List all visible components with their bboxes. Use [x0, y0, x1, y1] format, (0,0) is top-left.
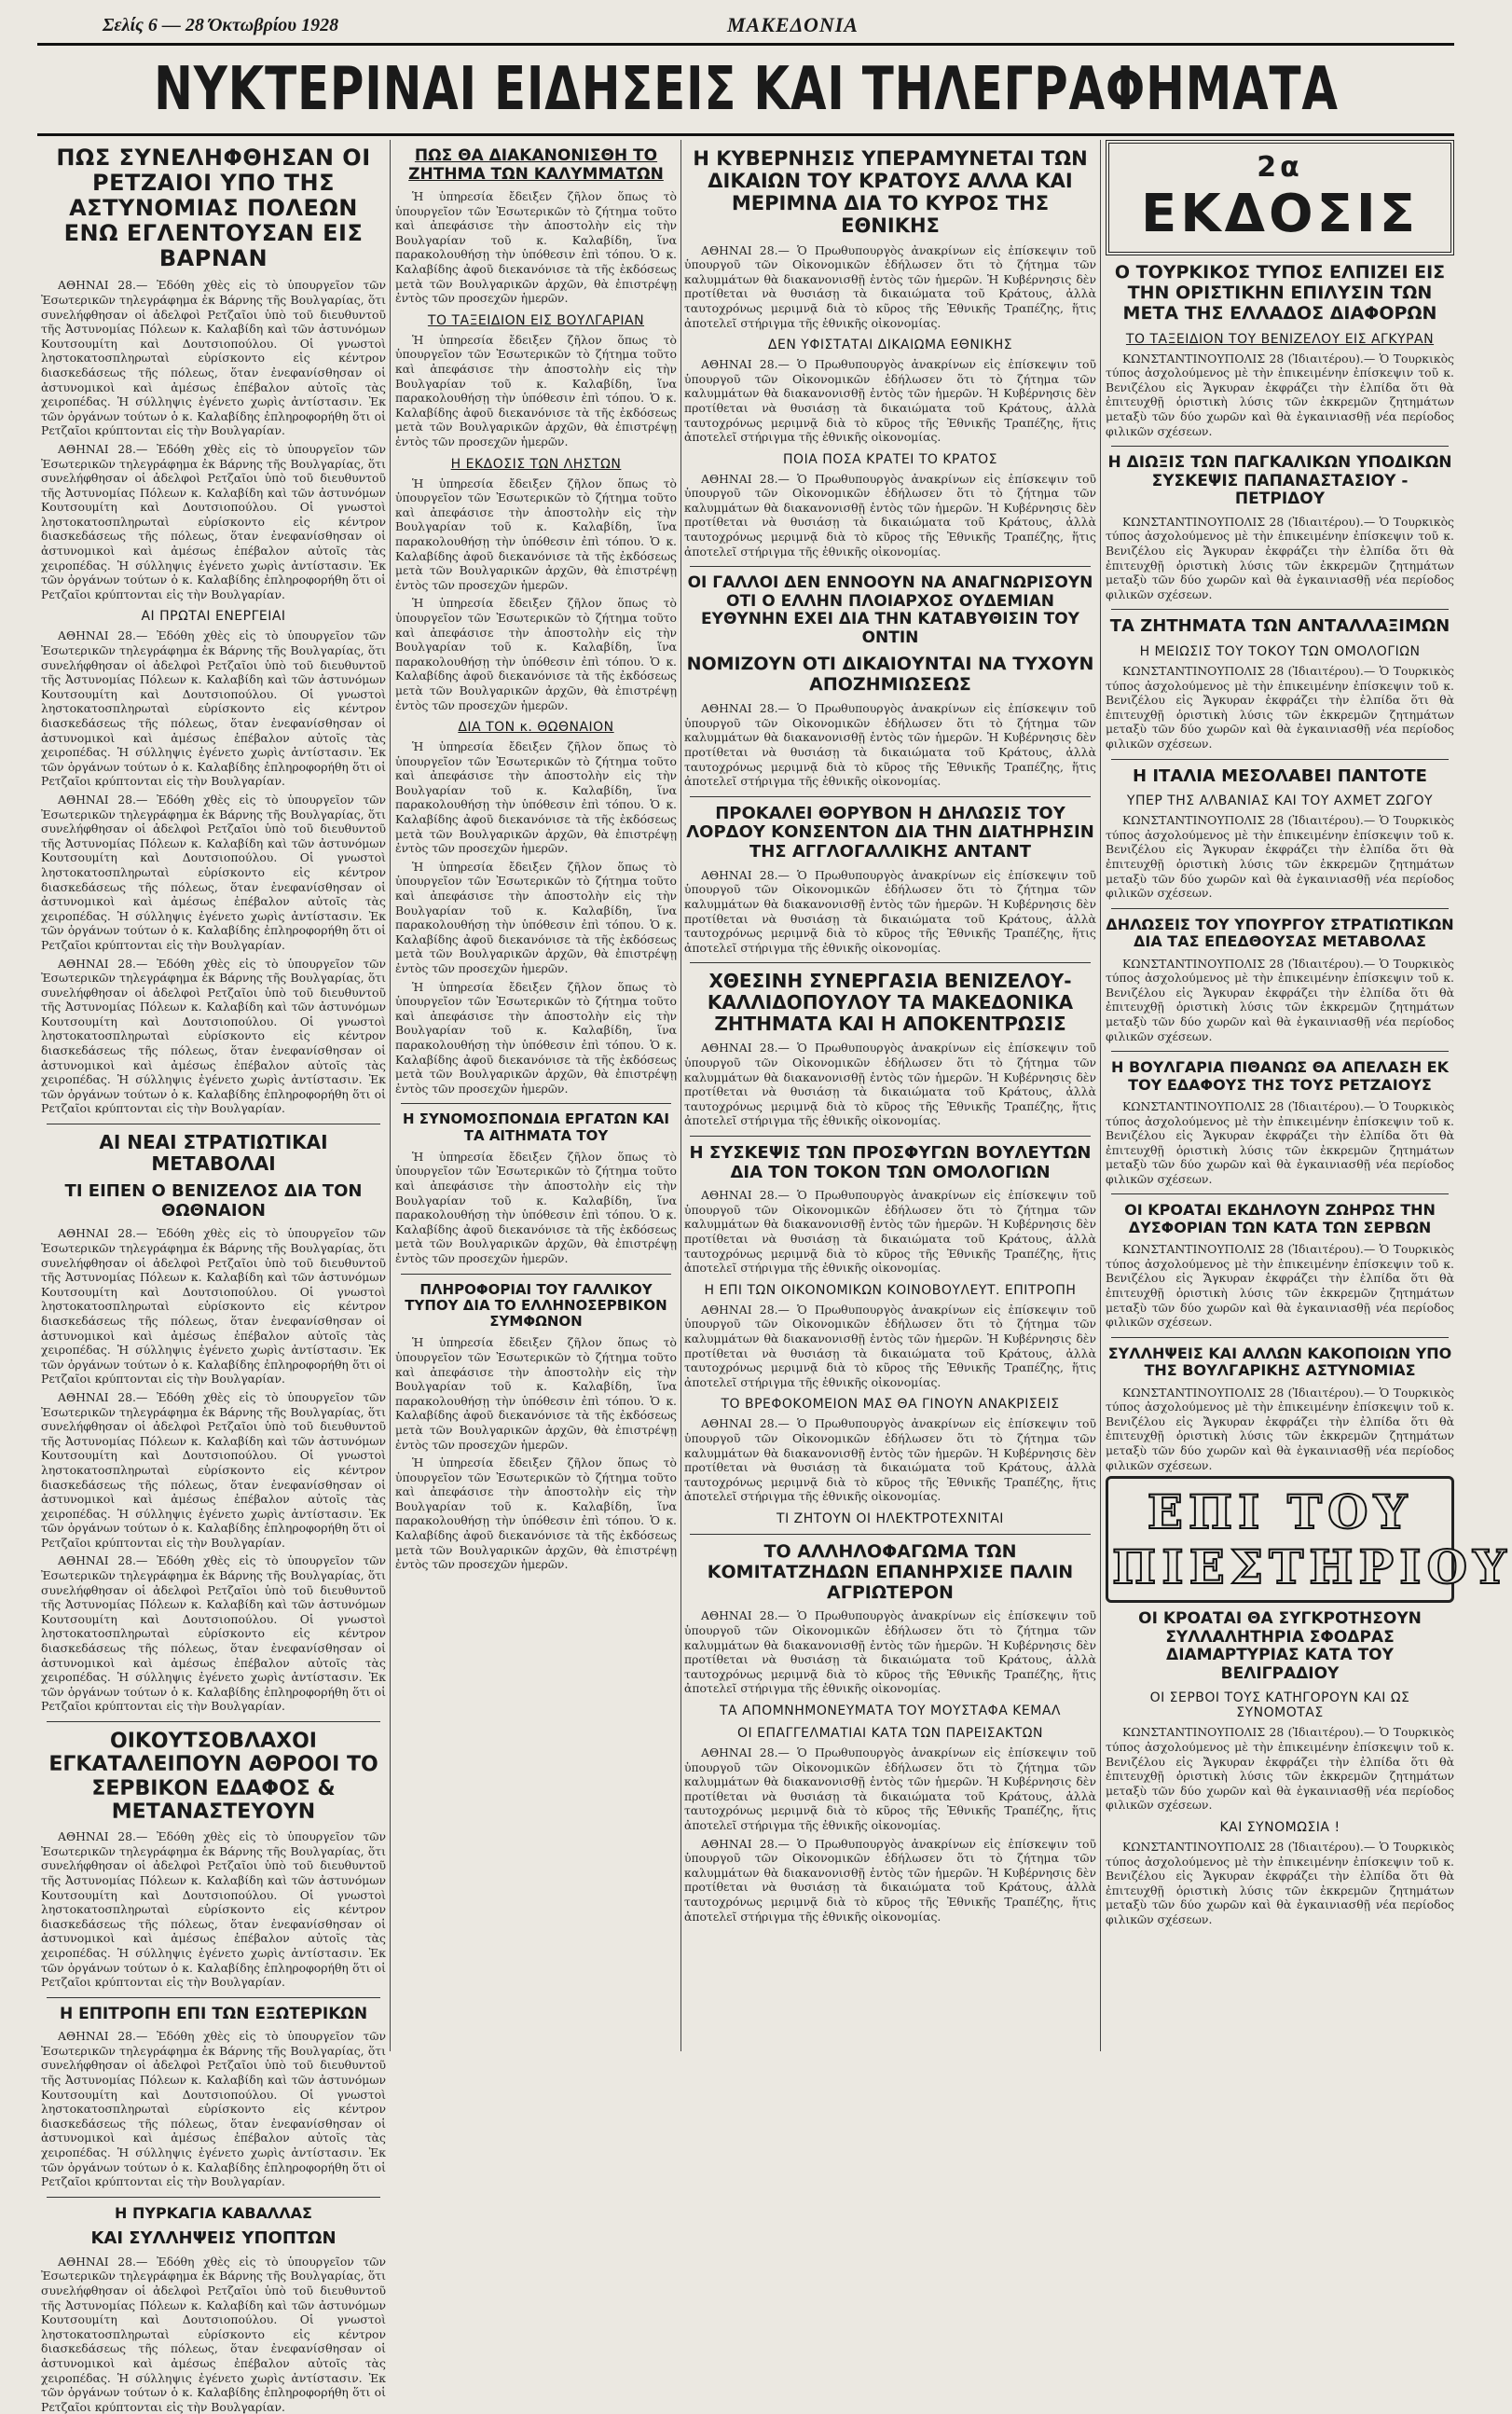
- second-edition-box: [1106, 140, 1454, 255]
- subhead-ekdosis-liston: Η ΕΚΔΟΣΙΣ ΤΩΝ ΛΗΣΤΩΝ: [450, 456, 622, 472]
- article-body: ΑΘΗΝΑΙ 28.— Ὁ Πρωθυπουργὸς ἀνακρίνων εἰς ἐπίσκεψιν τοῦ ὑπουργοῦ τῶν Οἰκονομικῶν ἐδήλωσεν ὅτι τὸ ζήτημα τῶν καλυμμάτων θὰ διακανονισθῇ ἐντὸς τῶν ἡμερῶν. Ἡ Κυβέρνησις δὲν προτίθεται νὰ θυσιάσῃ τὰ δικαιώματα τοῦ Κράτους, ἀλλὰ ταυτοχρόνως μεριμνᾷ διὰ τὸ κῦρος τῆς Ἐθνικῆς Τραπέζης, ἥτις ἀποτελεῖ στήριγμα τῆς ἐθνικῆς οἰκονομίας.: [684, 1836, 1096, 1924]
- article-body: Ἡ ὑπηρεσία ἔδειξεν ζῆλον ὅπως τὸ ὑπουργεῖον τῶν Ἐσωτερικῶν τὸ ζήτημα τοῦτο καὶ ἀπεφάσισε τὴν ἀποστολὴν εἰς τὴν Βουλγαρίαν τοῦ κ. Καλαβίδη, ἵνα παρακολουθήσῃ τὴν ὑπόθεσιν ἐπὶ τόπου. Ὁ κ. Καλαβίδης ἀφοῦ διεκανόνισε τὰ τῆς ἐκδόσεως μετὰ τῶν Βουλγαρικῶν ἀρχῶν, θὰ ἐπιστρέψῃ ἐντὸς τῶν προσεχῶν ἡμερῶν.: [395, 979, 677, 1096]
- headline-retzaioi: ΠΩΣ ΣΥΝΕΛΗΦΘΗΣΑΝ ΟΙ ΡΕΤΖΑΙΟΙ ΥΠΟ ΤΗΣ ΑΣΤΥΝΟΜΙΑΣ ΠΟΛΕΩΝ ΕΝΩ ΕΓΛΕΝΤΟΥΣΑΝ ΕΙΣ ΒΑΡΝΑΝ: [56, 145, 371, 271]
- separator: [47, 1997, 380, 1998]
- separator: [47, 2197, 380, 2198]
- column-rule: [390, 140, 391, 2051]
- headline-galloi: ΟΙ ΓΑΛΛΟΙ ΔΕΝ ΕΝΝΟΟΥΝ ΝΑ ΑΝΑΓΝΩΡΙΣΟΥΝ ΟΤΙ Ο ΕΛΛΗΝ ΠΛΟΙΑΡΧΟΣ ΟΥΔΕΜΙΑΝ ΕΥΘΥΝΗΝ ΕΧΕΙ ΔΙΑ ΤΗΝ ΚΑΤΑΒΥΘΙΣΙΝ ΤΟΥ ΟΝΤΙΝ: [687, 573, 1093, 647]
- headline-apozimioseis: ΝΟΜΙΖΟΥΝ ΟΤΙ ΔΙΚΑΙΟΥΝΤΑΙ ΝΑ ΤΥΧΟΥΝ ΑΠΟΖΗΜΙΩΣΕΩΣ: [686, 654, 1094, 696]
- article-body: ΑΘΗΝΑΙ 28.— Ὁ Πρωθυπουργὸς ἀνακρίνων εἰς ἐπίσκεψιν τοῦ ὑπουργοῦ τῶν Οἰκονομικῶν ἐδήλωσεν ὅτι τὸ ζήτημα τῶν καλυμμάτων θὰ διακανονισθῇ ἐντὸς τῶν ἡμερῶν. Ἡ Κυβέρνησις δὲν προτίθεται νὰ θυσιάσῃ τὰ δικαιώματα τοῦ Κράτους, ἀλλὰ ταυτοχρόνως μεριμνᾷ διὰ τὸ κῦρος τῆς Ἐθνικῆς Τραπέζης, ἥτις ἀποτελεῖ στήριγμα τῆς ἐθνικῆς οἰκονομίας.: [684, 1416, 1096, 1504]
- paper-name: ΜΑΚΕΔΟΝΙΑ: [727, 13, 859, 36]
- article-body: ΑΘΗΝΑΙ 28.— Ὁ Πρωθυπουργὸς ἀνακρίνων εἰς ἐπίσκεψιν τοῦ ὑπουργοῦ τῶν Οἰκονομικῶν ἐδήλωσεν ὅτι τὸ ζήτημα τῶν καλυμμάτων θὰ διακανονισθῇ ἐντὸς τῶν ἡμερῶν. Ἡ Κυβέρνησις δὲν προτίθεται νὰ θυσιάσῃ τὰ δικαιώματα τοῦ Κράτους, ἀλλὰ ταυτοχρόνως μεριμνᾷ διὰ τὸ κῦρος τῆς Ἐθνικῆς Τραπέζης, ἥτις ἀποτελεῖ στήριγμα τῆς ἐθνικῆς οἰκονομίας.: [684, 1188, 1096, 1276]
- subhead-synomosia: ΚΑΙ ΣΥΝΟΜΩΣΙΑ !: [1219, 1819, 1340, 1835]
- subhead-epitropi: Η ΕΠΙΤΡΟΠΗ ΕΠΙ ΤΩΝ ΕΞΩΤΕΡΙΚΩΝ: [59, 2004, 368, 2023]
- article-body: ΑΘΗΝΑΙ 28.— Ὁ Πρωθυπουργὸς ἀνακρίνων εἰς ἐπίσκεψιν τοῦ ὑπουργοῦ τῶν Οἰκονομικῶν ἐδήλωσεν ὅτι τὸ ζήτημα τῶν καλυμμάτων θὰ διακανονισθῇ ἐντὸς τῶν ἡμερῶν. Ἡ Κυβέρνησις δὲν προτίθεται νὰ θυσιάσῃ τὰ δικαιώματα τοῦ Κράτους, ἀλλὰ ταυτοχρόνως μεριμνᾷ διὰ τὸ κῦρος τῆς Ἐθνικῆς Τραπέζης, ἥτις ἀποτελεῖ στήριγμα τῆς ἐθνικῆς οἰκονομίας.: [684, 867, 1096, 955]
- article-body: ΚΩΝΣΤΑΝΤΙΝΟΥΠΟΛΙΣ 28 (Ἰδιαιτέρου).— Ὁ Τουρκικὸς τύπος ἀσχολούμενος μὲ τὴν ἐπικειμένην ἐπίσκεψιν τοῦ κ. Βενιζέλου εἰς Ἄγκυραν ἐκφράζει τὴν ἐλπίδα ὅτι θὰ ἐπιτευχθῇ ὁριστικὴ λύσις τῶν ἐκκρεμῶν ζητημάτων μεταξὺ τῶν δύο χωρῶν καὶ θὰ ἐγκαινιασθῇ νέα περίοδος φιλικῶν σχέσεων.: [1106, 1242, 1454, 1330]
- subhead-syllalitiria: ΟΙ ΣΕΡΒΟΙ ΤΟΥΣ ΚΑΤΗΓΟΡΟΥΝ ΚΑΙ ΩΣ ΣΥΝΟΜΟΤΑΣ: [1149, 1690, 1410, 1721]
- article-body: ΑΘΗΝΑΙ 28.— Ἐδόθη χθὲς εἰς τὸ ὑπουργεῖον τῶν Ἐσωτερικῶν τηλεγράφημα ἐκ Βάρνης τῆς Βουλγαρίας, ὅτι συνελήφθησαν οἱ ἀδελφοὶ Ρετζαῖοι ὑπὸ τοῦ διευθυντοῦ τῆς Ἀστυνομίας Πόλεων κ. Καλαβίδη καὶ τῶν ἀστυνόμων Κουτσουμίτη καὶ Δουτσιοπούλου. Οἱ γνωστοὶ ληστοκατοσπληρωταὶ εὑρίσκοντο εἰς κέντρον διασκεδάσεως τῆς πόλεως, ὅταν ἐνεφανίσθησαν οἱ ἀστυνομικοὶ καὶ ἀμέσως ἐπέβαλον αὐτοῖς τὰς χειροπέδας. Ἡ σύλληψις ἐγένετο χωρὶς ἀντίστασιν. Ἐκ τῶν ὀργάνων τούτων ὁ κ. Καλαβίδης ἐπληροφορήθη ὅτι οἱ Ρετζαῖοι κρύπτονται εἰς τὴν Βουλγαρίαν.: [41, 278, 386, 438]
- banner-title: ΝΥΚΤΕΡΙΝΑΙ ΕΙΔΗΣΕΙΣ ΚΑΙ ΤΗΛΕΓΡΑΦΗΜΑΤΑ: [153, 55, 1339, 124]
- subhead-posa: ΠΟΙΑ ΠΟΣΑ ΚΡΑΤΕΙ ΤΟ ΚΡΑΤΟΣ: [783, 451, 997, 467]
- subhead-ilektrotechnitai: ΤΙ ΖΗΤΟΥΝ ΟΙ ΗΛΕΚΤΡΟΤΕΧΝΙΤΑΙ: [777, 1510, 1004, 1526]
- page-info: Σελίς 6 — 28 Όκτωβρίου 1928: [103, 15, 339, 35]
- column-rule: [1100, 140, 1101, 2051]
- subhead-oikonomikon: Η ΕΠΙ ΤΩΝ ΟΙΚΟΝΟΜΙΚΩΝ ΚΟΙΝΟΒΟΥΛΕΥΤ. ΕΠΙΤΡΟΠΗ: [704, 1282, 1077, 1298]
- main-banner: [37, 43, 1454, 136]
- column-right: [1106, 140, 1512, 2056]
- article-body: ΑΘΗΝΑΙ 28.— Ὁ Πρωθυπουργὸς ἀνακρίνων εἰς ἐπίσκεψιν τοῦ ὑπουργοῦ τῶν Οἰκονομικῶν ἐδήλωσεν ὅτι τὸ ζήτημα τῶν καλυμμάτων θὰ διακανονισθῇ ἐντὸς τῶν ἡμερῶν. Ἡ Κυβέρνησις δὲν προτίθεται νὰ θυσιάσῃ τὰ δικαιώματα τοῦ Κράτους, ἀλλὰ ταυτοχρόνως μεριμνᾷ διὰ τὸ κῦρος τῆς Ἐθνικῆς Τραπέζης, ἥτις ἀποτελεῖ στήριγμα τῆς ἐθνικῆς οἰκονομίας.: [684, 357, 1096, 445]
- headline-italia: Η ΙΤΑΛΙΑ ΜΕΣΟΛΑΒΕΙ ΠΑΝΤΟΤΕ: [1133, 766, 1427, 786]
- masthead: [37, 13, 1454, 39]
- article-body: ΑΘΗΝΑΙ 28.— Ἐδόθη χθὲς εἰς τὸ ὑπουργεῖον τῶν Ἐσωτερικῶν τηλεγράφημα ἐκ Βάρνης τῆς Βουλγαρίας, ὅτι συνελήφθησαν οἱ ἀδελφοὶ Ρετζαῖοι ὑπὸ τοῦ διευθυντοῦ τῆς Ἀστυνομίας Πόλεων κ. Καλαβίδη καὶ τῶν ἀστυνόμων Κουτσουμίτη καὶ Δουτσιοπούλου. Οἱ γνωστοὶ ληστοκατοσπληρωταὶ εὑρίσκοντο εἰς κέντρον διασκεδάσεως τῆς πόλεως, ὅταν ἐνεφανίσθησαν οἱ ἀστυνομικοὶ καὶ ἀμέσως ἐπέβαλον αὐτοῖς τὰς χειροπέδας. Ἡ σύλληψις ἐγένετο χωρὶς ἀντίστασιν. Ἐκ τῶν ὀργάνων τούτων ὁ κ. Καλαβίδης ἐπληροφορήθη ὅτι οἱ Ρετζαῖοι κρύπτονται εἰς τὴν Βουλγαρίαν.: [41, 956, 386, 1116]
- subhead-agkyra: ΤΟ ΤΑΞΕΙΔΙΟΝ ΤΟΥ ΒΕΝΙΖΕΛΟΥ ΕΙΣ ΑΓΚΥΡΑΝ: [1125, 331, 1435, 347]
- article-body: Ἡ ὑπηρεσία ἔδειξεν ζῆλον ὅπως τὸ ὑπουργεῖον τῶν Ἐσωτερικῶν τὸ ζήτημα τοῦτο καὶ ἀπεφάσισε τὴν ἀποστολὴν εἰς τὴν Βουλγαρίαν τοῦ κ. Καλαβίδη, ἵνα παρακολουθήσῃ τὴν ὑπόθεσιν ἐπὶ τόπου. Ὁ κ. Καλαβίδης ἀφοῦ διεκανόνισε τὰ τῆς ἐκδόσεως μετὰ τῶν Βουλγαρικῶν ἀρχῶν, θὰ ἐπιστρέψῃ ἐντὸς τῶν προσεχῶν ἡμερῶν.: [395, 1335, 677, 1452]
- separator: [1111, 1337, 1449, 1338]
- column-left: [41, 140, 386, 2414]
- subhead-epaggelmatiai: ΟΙ ΕΠΑΓΓΕΛΜΑΤΙΑΙ ΚΑΤΑ ΤΩΝ ΠΑΡΕΙΣΑΚΤΩΝ: [737, 1726, 1043, 1742]
- column-second: [395, 140, 677, 2056]
- article-body: ΑΘΗΝΑΙ 28.— Ἐδόθη χθὲς εἰς τὸ ὑπουργεῖον τῶν Ἐσωτερικῶν τηλεγράφημα ἐκ Βάρνης τῆς Βουλγαρίας, ὅτι συνελήφθησαν οἱ ἀδελφοὶ Ρετζαῖοι ὑπὸ τοῦ διευθυντοῦ τῆς Ἀστυνομίας Πόλεων κ. Καλαβίδη καὶ τῶν ἀστυνόμων Κουτσουμίτη καὶ Δουτσιοπούλου. Οἱ γνωστοὶ ληστοκατοσπληρωταὶ εὑρίσκοντο εἰς κέντρον διασκεδάσεως τῆς πόλεως, ὅταν ἐνεφανίσθησαν οἱ ἀστυνομικοὶ καὶ ἀμέσως ἐπέβαλον αὐτοῖς τὰς χειροπέδας. Ἡ σύλληψις ἐγένετο χωρὶς ἀντίστασιν. Ἐκ τῶν ὀργάνων τούτων ὁ κ. Καλαβίδης ἐπληροφορήθη ὅτι οἱ Ρετζαῖοι κρύπτονται εἰς τὴν Βουλγαρίαν.: [41, 628, 386, 789]
- article-body: ΚΩΝΣΤΑΝΤΙΝΟΥΠΟΛΙΣ 28 (Ἰδιαιτέρου).— Ὁ Τουρκικὸς τύπος ἀσχολούμενος μὲ τὴν ἐπικειμένην ἐπίσκεψιν τοῦ κ. Βενιζέλου εἰς Ἄγκυραν ἐκφράζει τὴν ἐλπίδα ὅτι θὰ ἐπιτευχθῇ ὁριστικὴ λύσις τῶν ἐκκρεμῶν ζητημάτων μεταξὺ τῶν δύο χωρῶν καὶ θὰ ἐγκαινιασθῇ νέα περίοδος φιλικῶν σχέσεων.: [1106, 663, 1454, 751]
- subhead-energeiai: ΑΙ ΠΡΩΤΑΙ ΕΝΕΡΓΕΙΑΙ: [141, 609, 286, 625]
- article-body: Ἡ ὑπηρεσία ἔδειξεν ζῆλον ὅπως τὸ ὑπουργεῖον τῶν Ἐσωτερικῶν τὸ ζήτημα τοῦτο καὶ ἀπεφάσισε τὴν ἀποστολὴν εἰς τὴν Βουλγαρίαν τοῦ κ. Καλαβίδη, ἵνα παρακολουθήσῃ τὴν ὑπόθεσιν ἐπὶ τόπου. Ὁ κ. Καλαβίδης ἀφοῦ διεκανόνισε τὰ τῆς ἐκδόσεως μετὰ τῶν Βουλγαρικῶν ἀρχῶν, θὰ ἐπιστρέψῃ ἐντὸς τῶν προσεχῶν ἡμερῶν.: [395, 476, 677, 592]
- article-body: ΑΘΗΝΑΙ 28.— Ὁ Πρωθυπουργὸς ἀνακρίνων εἰς ἐπίσκεψιν τοῦ ὑπουργοῦ τῶν Οἰκονομικῶν ἐδήλωσεν ὅτι τὸ ζήτημα τῶν καλυμμάτων θὰ διακανονισθῇ ἐντὸς τῶν ἡμερῶν. Ἡ Κυβέρνησις δὲν προτίθεται νὰ θυσιάσῃ τὰ δικαιώματα τοῦ Κράτους, ἀλλὰ ταυτοχρόνως μεριμνᾷ διὰ τὸ κῦρος τῆς Ἐθνικῆς Τραπέζης, ἥτις ἀποτελεῖ στήριγμα τῆς ἐθνικῆς οἰκονομίας.: [684, 1041, 1096, 1128]
- article-body: ΑΘΗΝΑΙ 28.— Ἐδόθη χθὲς εἰς τὸ ὑπουργεῖον τῶν Ἐσωτερικῶν τηλεγράφημα ἐκ Βάρνης τῆς Βουλγαρίας, ὅτι συνελήφθησαν οἱ ἀδελφοὶ Ρετζαῖοι ὑπὸ τοῦ διευθυντοῦ τῆς Ἀστυνομίας Πόλεων κ. Καλαβίδη καὶ τῶν ἀστυνόμων Κουτσουμίτη καὶ Δουτσιοπούλου. Οἱ γνωστοὶ ληστοκατοσπληρωταὶ εὑρίσκοντο εἰς κέντρον διασκεδάσεως τῆς πόλεως, ὅταν ἐνεφανίσθησαν οἱ ἀστυνομικοὶ καὶ ἀμέσως ἐπέβαλον αὐτοῖς τὰς χειροπέδας. Ἡ σύλληψις ἐγένετο χωρὶς ἀντίστασιν. Ἐκ τῶν ὀργάνων τούτων ὁ κ. Καλαβίδης ἐπληροφορήθη ὅτι οἱ Ρετζαῖοι κρύπτονται εἰς τὴν Βουλγαρίαν.: [41, 1389, 386, 1550]
- headline-tourkikos-typos: Ο ΤΟΥΡΚΙΚΟΣ ΤΥΠΟΣ ΕΛΠΙΖΕΙ ΕΙΣ ΤΗΝ ΟΡΙΣΤΙΚΗΝ ΕΠΙΛΥΣΙΝ ΤΩΝ ΜΕΤΑ ΤΗΣ ΕΛΛΑΔΟΣ ΔΙΑΦΟΡΩΝ: [1114, 262, 1446, 324]
- article-body: ΑΘΗΝΑΙ 28.— Ὁ Πρωθυπουργὸς ἀνακρίνων εἰς ἐπίσκεψιν τοῦ ὑπουργοῦ τῶν Οἰκονομικῶν ἐδήλωσεν ὅτι τὸ ζήτημα τῶν καλυμμάτων θὰ διακανονισθῇ ἐντὸς τῶν ἡμερῶν. Ἡ Κυβέρνησις δὲν προτίθεται νὰ θυσιάσῃ τὰ δικαιώματα τοῦ Κράτους, ἀλλὰ ταυτοχρόνως μεριμνᾷ διὰ τὸ κῦρος τῆς Ἐθνικῆς Τραπέζης, ἥτις ἀποτελεῖ στήριγμα τῆς ἐθνικῆς οἰκονομίας.: [684, 1608, 1096, 1696]
- headline-kalymmata: ΠΩΣ ΘΑ ΔΙΑΚΑΝΟΝΙΣΘΗ ΤΟ ΖΗΤΗΜΑ ΤΩΝ ΚΑΛΥΜΜΑΤΩΝ: [408, 146, 664, 184]
- subhead-meiosis: Η ΜΕΙΩΣΙΣ ΤΟΥ ΤΟΚΟΥ ΤΩΝ ΟΜΟΛΟΓΙΩΝ: [1139, 643, 1421, 659]
- press-banner: [1106, 1476, 1512, 1603]
- headline-dioxis: Η ΔΙΩΞΙΣ ΤΩΝ ΠΑΓΚΑΛΙΚΩΝ ΥΠΟΔΙΚΩΝ ΣΥΣΚΕΨΙΣ ΠΑΠΑΝΑΣΤΑΣΙΟΥ - ΠΕΤΡΙΔΟΥ: [1107, 453, 1452, 509]
- headline-prosfyges: Η ΣΥΣΚΕΨΙΣ ΤΩΝ ΠΡΟΣΦΥΓΩΝ ΒΟΥΛΕΥΤΩΝ ΔΙΑ ΤΟΝ ΤΟΚΟΝ ΤΩΝ ΟΜΟΛΟΓΙΩΝ: [689, 1142, 1092, 1182]
- article-body: ΑΘΗΝΑΙ 28.— Ἐδόθη χθὲς εἰς τὸ ὑπουργεῖον τῶν Ἐσωτερικῶν τηλεγράφημα ἐκ Βάρνης τῆς Βουλγαρίας, ὅτι συνελήφθησαν οἱ ἀδελφοὶ Ρετζαῖοι ὑπὸ τοῦ διευθυντοῦ τῆς Ἀστυνομίας Πόλεων κ. Καλαβίδη καὶ τῶν ἀστυνόμων Κουτσουμίτη καὶ Δουτσιοπούλου. Οἱ γνωστοὶ ληστοκατοσπληρωταὶ εὑρίσκοντο εἰς κέντρον διασκεδάσεως τῆς πόλεως, ὅταν ἐνεφανίσθησαν οἱ ἀστυνομικοὶ καὶ ἀμέσως ἐπέβαλον αὐτοῖς τὰς χειροπέδας. Ἡ σύλληψις ἐγένετο χωρὶς ἀντίστασιν. Ἐκ τῶν ὀργάνων τούτων ὁ κ. Καλαβίδης ἐπληροφορήθη ὅτι οἱ Ρετζαῖοι κρύπτονται εἰς τὴν Βουλγαρίαν.: [41, 1226, 386, 1386]
- article-body: Ἡ ὑπηρεσία ἔδειξεν ζῆλον ὅπως τὸ ὑπουργεῖον τῶν Ἐσωτερικῶν τὸ ζήτημα τοῦτο καὶ ἀπεφάσισε τὴν ἀποστολὴν εἰς τὴν Βουλγαρίαν τοῦ κ. Καλαβίδη, ἵνα παρακολουθήσῃ τὴν ὑπόθεσιν ἐπὶ τόπου. Ὁ κ. Καλαβίδης ἀφοῦ διεκανόνισε τὰ τῆς ἐκδόσεως μετὰ τῶν Βουλγαρικῶν ἀρχῶν, θὰ ἐπιστρέψῃ ἐντὸς τῶν προσεχῶν ἡμερῶν.: [395, 1455, 677, 1572]
- separator: [690, 1136, 1091, 1137]
- subhead-dikaioma: ΔΕΝ ΥΦΙΣΤΑΤΑΙ ΔΙΚΑΙΩΜΑ ΕΘΝΙΚΗΣ: [767, 338, 1013, 353]
- article-body: ΑΘΗΝΑΙ 28.— Ὁ Πρωθυπουργὸς ἀνακρίνων εἰς ἐπίσκεψιν τοῦ ὑπουργοῦ τῶν Οἰκονομικῶν ἐδήλωσεν ὅτι τὸ ζήτημα τῶν καλυμμάτων θὰ διακανονισθῇ ἐντὸς τῶν ἡμερῶν. Ἡ Κυβέρνησις δὲν προτίθεται νὰ θυσιάσῃ τὰ δικαιώματα τοῦ Κράτους, ἀλλὰ ταυτοχρόνως μεριμνᾷ διὰ τὸ κῦρος τῆς Ἐθνικῆς Τραπέζης, ἥτις ἀποτελεῖ στήριγμα τῆς ἐθνικῆς οἰκονομίας.: [684, 1745, 1096, 1832]
- headline-stratiotikai: ΑΙ ΝΕΑΙ ΣΤΡΑΤΙΩΤΙΚΑΙ ΜΕΤΑΒΟΛΑΙ: [99, 1131, 328, 1176]
- subhead-syllipseis: ΚΑΙ ΣΥΛΛΗΨΕΙΣ ΥΠΟΠΤΩΝ: [90, 2228, 337, 2249]
- article-body: ΚΩΝΣΤΑΝΤΙΝΟΥΠΟΛΙΣ 28 (Ἰδιαιτέρου).— Ὁ Τουρκικὸς τύπος ἀσχολούμενος μὲ τὴν ἐπικειμένην ἐπίσκεψιν τοῦ κ. Βενιζέλου εἰς Ἄγκυραν ἐκφράζει τὴν ἐλπίδα ὅτι θὰ ἐπιτευχθῇ ὁριστικὴ λύσις τῶν ἐκκρεμῶν ζητημάτων μεταξὺ τῶν δύο χωρῶν καὶ θὰ ἐγκαινιασθῇ νέα περίοδος φιλικῶν σχέσεων.: [1106, 1839, 1454, 1926]
- edition-label: ΕΚΔΟΣΙΣ: [1141, 184, 1419, 244]
- article-body: ΚΩΝΣΤΑΝΤΙΝΟΥΠΟΛΙΣ 28 (Ἰδιαιτέρου).— Ὁ Τουρκικὸς τύπος ἀσχολούμενος μὲ τὴν ἐπικειμένην ἐπίσκεψιν τοῦ κ. Βενιζέλου εἰς Ἄγκυραν ἐκφράζει τὴν ἐλπίδα ὅτι θὰ ἐπιτευχθῇ ὁριστικὴ λύσις τῶν ἐκκρεμῶν ζητημάτων μεταξὺ τῶν δύο χωρῶν καὶ θὰ ἐγκαινιασθῇ νέα περίοδος φιλικῶν σχέσεων.: [1106, 1385, 1454, 1472]
- press-banner-text: ΕΠΙ ΤΟΥ ΠΙΕΣΤΗΡΙΟΥ: [1112, 1484, 1512, 1595]
- subhead-thothnaion: ΔΙΑ ΤΟΝ κ. ΘΩΘΝΑΙΟΝ: [458, 720, 614, 736]
- article-body: ΑΘΗΝΑΙ 28.— Ἐδόθη χθὲς εἰς τὸ ὑπουργεῖον τῶν Ἐσωτερικῶν τηλεγράφημα ἐκ Βάρνης τῆς Βουλγαρίας, ὅτι συνελήφθησαν οἱ ἀδελφοὶ Ρετζαῖοι ὑπὸ τοῦ διευθυντοῦ τῆς Ἀστυνομίας Πόλεων κ. Καλαβίδη καὶ τῶν ἀστυνόμων Κουτσουμίτη καὶ Δουτσιοπούλου. Οἱ γνωστοὶ ληστοκατοσπληρωταὶ εὑρίσκοντο εἰς κέντρον διασκεδάσεως τῆς πόλεως, ὅταν ἐνεφανίσθησαν οἱ ἀστυνομικοὶ καὶ ἀμέσως ἐπέβαλον αὐτοῖς τὰς χειροπέδας. Ἡ σύλληψις ἐγένετο χωρὶς ἀντίστασιν. Ἐκ τῶν ὀργάνων τούτων ὁ κ. Καλαβίδης ἐπληροφορήθη ὅτι οἱ Ρετζαῖοι κρύπτονται εἰς τὴν Βουλγαρίαν.: [41, 1553, 386, 1714]
- article-body: ΑΘΗΝΑΙ 28.— Ἐδόθη χθὲς εἰς τὸ ὑπουργεῖον τῶν Ἐσωτερικῶν τηλεγράφημα ἐκ Βάρνης τῆς Βουλγαρίας, ὅτι συνελήφθησαν οἱ ἀδελφοὶ Ρετζαῖοι ὑπὸ τοῦ διευθυντοῦ τῆς Ἀστυνομίας Πόλεων κ. Καλαβίδη καὶ τῶν ἀστυνόμων Κουτσουμίτη καὶ Δουτσιοπούλου. Οἱ γνωστοὶ ληστοκατοσπληρωταὶ εὑρίσκοντο εἰς κέντρον διασκεδάσεως τῆς πόλεως, ὅταν ἐνεφανίσθησαν οἱ ἀστυνομικοὶ καὶ ἀμέσως ἐπέβαλον αὐτοῖς τὰς χειροπέδας. Ἡ σύλληψις ἐγένετο χωρὶς ἀντίστασιν. Ἐκ τῶν ὀργάνων τούτων ὁ κ. Καλαβίδης ἐπληροφορήθη ὅτι οἱ Ρετζαῖοι κρύπτονται εἰς τὴν Βουλγαρίαν.: [41, 2029, 386, 2189]
- separator: [1111, 1051, 1449, 1052]
- headline-syllalitiria: ΟΙ ΚΡΟΑΤΑΙ ΘΑ ΣΥΓΚΡΟΤΗΣΟΥΝ ΣΥΛΛΑΛΗΤΗΡΙΑ ΣΦΟΔΡΑΣ ΔΙΑΜΑΡΤΥΡΙΑΣ ΚΑΤΑ ΤΟΥ ΒΕΛΙΓΡΑΔΙΟΥ: [1138, 1609, 1422, 1683]
- headline-kosenton: ΠΡΟΚΑΛΕΙ ΘΟΡΥΒΟΝ Η ΔΗΛΩΣΙΣ ΤΟΥ ΛΟΡΔΟΥ ΚΟΝΣΕΝΤΟΝ ΔΙΑ ΤΗΝ ΔΙΑΤΗΡΗΣΙΝ ΤΗΣ ΑΓΓΛΟΓΑΛΛΙΚΗΣ ΑΝΤΑΝΤ: [686, 803, 1094, 862]
- article-body: ΑΘΗΝΑΙ 28.— Ὁ Πρωθυπουργὸς ἀνακρίνων εἰς ἐπίσκεψιν τοῦ ὑπουργοῦ τῶν Οἰκονομικῶν ἐδήλωσεν ὅτι τὸ ζήτημα τῶν καλυμμάτων θὰ διακανονισθῇ ἐντὸς τῶν ἡμερῶν. Ἡ Κυβέρνησις δὲν προτίθεται νὰ θυσιάσῃ τὰ δικαιώματα τοῦ Κράτους, ἀλλὰ ταυτοχρόνως μεριμνᾷ διὰ τὸ κῦρος τῆς Ἐθνικῆς Τραπέζης, ἥτις ἀποτελεῖ στήριγμα τῆς ἐθνικῆς οἰκονομίας.: [684, 1302, 1096, 1389]
- subhead-kavala: Η ΠΥΡΚΑΓΙΑ ΚΑΒΑΛΛΑΣ: [115, 2203, 312, 2222]
- headline-kyvernisis: Η ΚΥΒΕΡΝΗΣΙΣ ΥΠΕΡΑΜΥΝΕΤΑΙ ΤΩΝ ΔΙΚΑΙΩΝ ΤΟΥ ΚΡΑΤΟΥΣ ΑΛΛΑ ΚΑΙ ΜΕΡΙΜΝΑ ΔΙΑ ΤΟ ΚΥΡΟΣ ΤΗΣ ΕΘΝΙΚΗΣ: [693, 147, 1088, 238]
- article-body: ΚΩΝΣΤΑΝΤΙΝΟΥΠΟΛΙΣ 28 (Ἰδιαιτέρου).— Ὁ Τουρκικὸς τύπος ἀσχολούμενος μὲ τὴν ἐπικειμένην ἐπίσκεψιν τοῦ κ. Βενιζέλου εἰς Ἄγκυραν ἐκφράζει τὴν ἐλπίδα ὅτι θὰ ἐπιτευχθῇ ὁριστικὴ λύσις τῶν ἐκκρεμῶν ζητημάτων μεταξὺ τῶν δύο χωρῶν καὶ θὰ ἐγκαινιασθῇ νέα περίοδος φιλικῶν σχέσεων.: [1106, 1098, 1454, 1186]
- separator: [690, 1534, 1091, 1535]
- article-body: ΑΘΗΝΑΙ 28.— Ὁ Πρωθυπουργὸς ἀνακρίνων εἰς ἐπίσκεψιν τοῦ ὑπουργοῦ τῶν Οἰκονομικῶν ἐδήλωσεν ὅτι τὸ ζήτημα τῶν καλυμμάτων θὰ διακανονισθῇ ἐντὸς τῶν ἡμερῶν. Ἡ Κυβέρνησις δὲν προτίθεται νὰ θυσιάσῃ τὰ δικαιώματα τοῦ Κράτους, ἀλλὰ ταυτοχρόνως μεριμνᾷ διὰ τὸ κῦρος τῆς Ἐθνικῆς Τραπέζης, ἥτις ἀποτελεῖ στήριγμα τῆς ἐθνικῆς οἰκονομίας.: [684, 701, 1096, 789]
- subhead-plirofories: ΠΛΗΡΟΦΟΡΙΑΙ ΤΟΥ ΓΑΛΛΙΚΟΥ ΤΥΠΟΥ ΔΙΑ ΤΟ ΕΛΛΗΝΟΣΕΡΒΙΚΟΝ ΣΥΜΦΩΝΟΝ: [405, 1280, 667, 1331]
- column-center: [684, 140, 1096, 2056]
- headline-antallaximoi: ΤΑ ΖΗΤΗΜΑΤΑ ΤΩΝ ΑΝΤΑΛΛΑΞΙΜΩΝ: [1109, 616, 1450, 637]
- subhead-apomnimoneymata: ΤΑ ΑΠΟΜΝΗΜΟΝΕΥΜΑΤΑ ΤΟΥ ΜΟΥΣΤΑΦΑ ΚΕΜΑΛ: [720, 1704, 1061, 1719]
- article-body: ΚΩΝΣΤΑΝΤΙΝΟΥΠΟΛΙΣ 28 (Ἰδιαιτέρου).— Ὁ Τουρκικὸς τύπος ἀσχολούμενος μὲ τὴν ἐπικειμένην ἐπίσκεψιν τοῦ κ. Βενιζέλου εἰς Ἄγκυραν ἐκφράζει τὴν ἐλπίδα ὅτι θὰ ἐπιτευχθῇ ὁριστικὴ λύσις τῶν ἐκκρεμῶν ζητημάτων μεταξὺ τῶν δύο χωρῶν καὶ θὰ ἐγκαινιασθῇ νέα περίοδος φιλικῶν σχέσεων.: [1106, 956, 1454, 1043]
- subhead-vrefokomeion: ΤΟ ΒΡΕΦΟΚΟΜΕΙΟΝ ΜΑΣ ΘΑ ΓΙΝΟΥΝ ΑΝΑΚΡΙΣΕΙΣ: [721, 1397, 1060, 1413]
- article-body: ΑΘΗΝΑΙ 28.— Ἐδόθη χθὲς εἰς τὸ ὑπουργεῖον τῶν Ἐσωτερικῶν τηλεγράφημα ἐκ Βάρνης τῆς Βουλγαρίας, ὅτι συνελήφθησαν οἱ ἀδελφοὶ Ρετζαῖοι ὑπὸ τοῦ διευθυντοῦ τῆς Ἀστυνομίας Πόλεων κ. Καλαβίδη καὶ τῶν ἀστυνόμων Κουτσουμίτη καὶ Δουτσιοπούλου. Οἱ γνωστοὶ ληστοκατοσπληρωταὶ εὑρίσκοντο εἰς κέντρον διασκεδάσεως τῆς πόλεως, ὅταν ἐνεφανίσθησαν οἱ ἀστυνομικοὶ καὶ ἀμέσως ἐπέβαλον αὐτοῖς τὰς χειροπέδας. Ἡ σύλληψις ἐγένετο χωρὶς ἀντίστασιν. Ἐκ τῶν ὀργάνων τούτων ὁ κ. Καλαβίδης ἐπληροφορήθη ὅτι οἱ Ρετζαῖοι κρύπτονται εἰς τὴν Βουλγαρίαν.: [41, 441, 386, 601]
- separator: [1111, 446, 1449, 447]
- article-body: Ἡ ὑπηρεσία ἔδειξεν ζῆλον ὅπως τὸ ὑπουργεῖον τῶν Ἐσωτερικῶν τὸ ζήτημα τοῦτο καὶ ἀπεφάσισε τὴν ἀποστολὴν εἰς τὴν Βουλγαρίαν τοῦ κ. Καλαβίδη, ἵνα παρακολουθήσῃ τὴν ὑπόθεσιν ἐπὶ τόπου. Ὁ κ. Καλαβίδης ἀφοῦ διεκανόνισε τὰ τῆς ἐκδόσεως μετὰ τῶν Βουλγαρικῶν ἀρχῶν, θὰ ἐπιστρέψῃ ἐντὸς τῶν προσεχῶν ἡμερῶν.: [395, 739, 677, 856]
- separator: [1111, 759, 1449, 760]
- separator: [1111, 908, 1449, 909]
- separator: [1111, 609, 1449, 610]
- article-body: Ἡ ὑπηρεσία ἔδειξεν ζῆλον ὅπως τὸ ὑπουργεῖον τῶν Ἐσωτερικῶν τὸ ζήτημα τοῦτο καὶ ἀπεφάσισε τὴν ἀποστολὴν εἰς τὴν Βουλγαρίαν τοῦ κ. Καλαβίδη, ἵνα παρακολουθήσῃ τὴν ὑπόθεσιν ἐπὶ τόπου. Ὁ κ. Καλαβίδης ἀφοῦ διεκανόνισε τὰ τῆς ἐκδόσεως μετὰ τῶν Βουλγαρικῶν ἀρχῶν, θὰ ἐπιστρέψῃ ἐντὸς τῶν προσεχῶν ἡμερῶν.: [395, 189, 677, 306]
- article-body: Ἡ ὑπηρεσία ἔδειξεν ζῆλον ὅπως τὸ ὑπουργεῖον τῶν Ἐσωτερικῶν τὸ ζήτημα τοῦτο καὶ ἀπεφάσισε τὴν ἀποστολὴν εἰς τὴν Βουλγαρίαν τοῦ κ. Καλαβίδη, ἵνα παρακολουθήσῃ τὴν ὑπόθεσιν ἐπὶ τόπου. Ὁ κ. Καλαβίδης ἀφοῦ διεκανόνισε τὰ τῆς ἐκδόσεως μετὰ τῶν Βουλγαρικῶν ἀρχῶν, θὰ ἐπιστρέψῃ ἐντὸς τῶν προσεχῶν ἡμερῶν.: [395, 1149, 677, 1265]
- separator: [401, 1274, 671, 1275]
- separator: [690, 566, 1091, 567]
- article-body: ΚΩΝΣΤΑΝΤΙΝΟΥΠΟΛΙΣ 28 (Ἰδιαιτέρου).— Ὁ Τουρκικὸς τύπος ἀσχολούμενος μὲ τὴν ἐπικειμένην ἐπίσκεψιν τοῦ κ. Βενιζέλου εἰς Ἄγκυραν ἐκφράζει τὴν ἐλπίδα ὅτι θὰ ἐπιτευχθῇ ὁριστικὴ λύσις τῶν ἐκκρεμῶν ζητημάτων μεταξὺ τῶν δύο χωρῶν καὶ θὰ ἐγκαινιασθῇ νέα περίοδος φιλικῶν σχέσεων.: [1106, 813, 1454, 901]
- article-body: ΑΘΗΝΑΙ 28.— Ἐδόθη χθὲς εἰς τὸ ὑπουργεῖον τῶν Ἐσωτερικῶν τηλεγράφημα ἐκ Βάρνης τῆς Βουλγαρίας, ὅτι συνελήφθησαν οἱ ἀδελφοὶ Ρετζαῖοι ὑπὸ τοῦ διευθυντοῦ τῆς Ἀστυνομίας Πόλεων κ. Καλαβίδη καὶ τῶν ἀστυνόμων Κουτσουμίτη καὶ Δουτσιοπούλου. Οἱ γνωστοὶ ληστοκατοσπληρωταὶ εὑρίσκοντο εἰς κέντρον διασκεδάσεως τῆς πόλεως, ὅταν ἐνεφανίσθησαν οἱ ἀστυνομικοὶ καὶ ἀμέσως ἐπέβαλον αὐτοῖς τὰς χειροπέδας. Ἡ σύλληψις ἐγένετο χωρὶς ἀντίστασιν. Ἐκ τῶν ὀργάνων τούτων ὁ κ. Καλαβίδης ἐπληροφορήθη ὅτι οἱ Ρετζαῖοι κρύπτονται εἰς τὴν Βουλγαρίαν.: [41, 2254, 386, 2414]
- subhead-albania: ΥΠΕΡ ΤΗΣ ΑΛΒΑΝΙΑΣ ΚΑΙ ΤΟΥ ΑΧΜΕΤ ΖΩΓΟΥ: [1126, 793, 1434, 809]
- headline-syllipseis: ΣΥΛΛΗΨΕΙΣ ΚΑΙ ΑΛΛΩΝ ΚΑΚΟΠΟΙΩΝ ΥΠΟ ΤΗΣ ΒΟΥΛΓΑΡΙΚΗΣ ΑΣΤΥΝΟΜΙΑΣ: [1107, 1344, 1452, 1380]
- article-body: ΑΘΗΝΑΙ 28.— Ἐδόθη χθὲς εἰς τὸ ὑπουργεῖον τῶν Ἐσωτερικῶν τηλεγράφημα ἐκ Βάρνης τῆς Βουλγαρίας, ὅτι συνελήφθησαν οἱ ἀδελφοὶ Ρετζαῖοι ὑπὸ τοῦ διευθυντοῦ τῆς Ἀστυνομίας Πόλεων κ. Καλαβίδη καὶ τῶν ἀστυνόμων Κουτσουμίτη καὶ Δουτσιοπούλου. Οἱ γνωστοὶ ληστοκατοσπληρωταὶ εὑρίσκοντο εἰς κέντρον διασκεδάσεως τῆς πόλεως, ὅταν ἐνεφανίσθησαν οἱ ἀστυνομικοὶ καὶ ἀμέσως ἐπέβαλον αὐτοῖς τὰς χειροπέδας. Ἡ σύλληψις ἐγένετο χωρὶς ἀντίστασιν. Ἐκ τῶν ὀργάνων τούτων ὁ κ. Καλαβίδης ἐπληροφορήθη ὅτι οἱ Ρετζαῖοι κρύπτονται εἰς τὴν Βουλγαρίαν.: [41, 792, 386, 952]
- article-body: ΑΘΗΝΑΙ 28.— Ὁ Πρωθυπουργὸς ἀνακρίνων εἰς ἐπίσκεψιν τοῦ ὑπουργοῦ τῶν Οἰκονομικῶν ἐδήλωσεν ὅτι τὸ ζήτημα τῶν καλυμμάτων θὰ διακανονισθῇ ἐντὸς τῶν ἡμερῶν. Ἡ Κυβέρνησις δὲν προτίθεται νὰ θυσιάσῃ τὰ δικαιώματα τοῦ Κράτους, ἀλλὰ ταυτοχρόνως μεριμνᾷ διὰ τὸ κῦρος τῆς Ἐθνικῆς Τραπέζης, ἥτις ἀποτελεῖ στήριγμα τῆς ἐθνικῆς οἰκονομίας.: [684, 471, 1096, 559]
- headline-stratiotikon: ΔΗΛΩΣΕΙΣ ΤΟΥ ΥΠΟΥΡΓΟΥ ΣΤΡΑΤΙΩΤΙΚΩΝ ΔΙΑ ΤΑΣ ΕΠΕΔΘΟΥΣΑΣ ΜΕΤΑΒΟΛΑΣ: [1106, 915, 1454, 951]
- headline-voulgaria: Η ΒΟΥΛΓΑΡΙΑ ΠΙΘΑΝΩΣ ΘΑ ΑΠΕΛΑΣΗ ΕΚ ΤΟΥ ΕΔΑΦΟΥΣ ΤΗΣ ΤΟΥΣ ΡΕΤΖΑΙΟΥΣ: [1111, 1058, 1449, 1094]
- subhead-taxeidi: ΤΟ ΤΑΞΕΙΔΙΟΝ ΕΙΣ ΒΟΥΛΓΑΡΙΑΝ: [427, 312, 645, 328]
- article-body: ΚΩΝΣΤΑΝΤΙΝΟΥΠΟΛΙΣ 28 (Ἰδιαιτέρου).— Ὁ Τουρκικὸς τύπος ἀσχολούμενος μὲ τὴν ἐπικειμένην ἐπίσκεψιν τοῦ κ. Βενιζέλου εἰς Ἄγκυραν ἐκφράζει τὴν ἐλπίδα ὅτι θὰ ἐπιτευχθῇ ὁριστικὴ λύσις τῶν ἐκκρεμῶν ζητημάτων μεταξὺ τῶν δύο χωρῶν καὶ θὰ ἐγκαινιασθῇ νέα περίοδος φιλικῶν σχέσεων.: [1106, 514, 1454, 601]
- headline-kroatai: ΟΙ ΚΡΟΑΤΑΙ ΕΚΔΗΛΟΥΝ ΖΩΗΡΩΣ ΤΗΝ ΔΥΣΦΟΡΙΑΝ ΤΩΝ ΚΑΤΑ ΤΩΝ ΣΕΡΒΩΝ: [1124, 1201, 1436, 1236]
- separator: [47, 1721, 380, 1722]
- article-body: ΑΘΗΝΑΙ 28.— Ἐδόθη χθὲς εἰς τὸ ὑπουργεῖον τῶν Ἐσωτερικῶν τηλεγράφημα ἐκ Βάρνης τῆς Βουλγαρίας, ὅτι συνελήφθησαν οἱ ἀδελφοὶ Ρετζαῖοι ὑπὸ τοῦ διευθυντοῦ τῆς Ἀστυνομίας Πόλεων κ. Καλαβίδη καὶ τῶν ἀστυνόμων Κουτσουμίτη καὶ Δουτσιοπούλου. Οἱ γνωστοὶ ληστοκατοσπληρωταὶ εὑρίσκοντο εἰς κέντρον διασκεδάσεως τῆς πόλεως, ὅταν ἐνεφανίσθησαν οἱ ἀστυνομικοὶ καὶ ἀμέσως ἐπέβαλον αὐτοῖς τὰς χειροπέδας. Ἡ σύλληψις ἐγένετο χωρὶς ἀντίστασιν. Ἐκ τῶν ὀργάνων τούτων ὁ κ. Καλαβίδης ἐπληροφορήθη ὅτι οἱ Ρετζαῖοι κρύπτονται εἰς τὴν Βουλγαρίαν.: [41, 1829, 386, 1990]
- separator: [1111, 1193, 1449, 1194]
- article-body: ΚΩΝΣΤΑΝΤΙΝΟΥΠΟΛΙΣ 28 (Ἰδιαιτέρου).— Ὁ Τουρκικὸς τύπος ἀσχολούμενος μὲ τὴν ἐπικειμένην ἐπίσκεψιν τοῦ κ. Βενιζέλου εἰς Ἄγκυραν ἐκφράζει τὴν ἐλπίδα ὅτι θὰ ἐπιτευχθῇ ὁριστικὴ λύσις τῶν ἐκκρεμῶν ζητημάτων μεταξὺ τῶν δύο χωρῶν καὶ θὰ ἐγκαινιασθῇ νέα περίοδος φιλικῶν σχέσεων.: [1106, 351, 1454, 438]
- headline-synergasia: ΧΘΕΣΙΝΗ ΣΥΝΕΡΓΑΣΙΑ ΒΕΝΙΖΕΛΟΥ-ΚΑΛΛΙΔΟΠΟΥΛΟΥ ΤΑ ΜΑΚΕΔΟΝΙΚΑ ΖΗΤΗΜΑΤΑ ΚΑΙ Η ΑΠΟΚΕΝΤΡΩΣΙΣ: [707, 970, 1074, 1036]
- article-body: Ἡ ὑπηρεσία ἔδειξεν ζῆλον ὅπως τὸ ὑπουργεῖον τῶν Ἐσωτερικῶν τὸ ζήτημα τοῦτο καὶ ἀπεφάσισε τὴν ἀποστολὴν εἰς τὴν Βουλγαρίαν τοῦ κ. Καλαβίδη, ἵνα παρακολουθήσῃ τὴν ὑπόθεσιν ἐπὶ τόπου. Ὁ κ. Καλαβίδης ἀφοῦ διεκανόνισε τὰ τῆς ἐκδόσεως μετὰ τῶν Βουλγαρικῶν ἀρχῶν, θὰ ἐπιστρέψῃ ἐντὸς τῶν προσεχῶν ἡμερῶν.: [395, 332, 677, 448]
- separator: [401, 1103, 671, 1104]
- subhead-synomospondia: Η ΣΥΝΟΜΟΣΠΟΝΔΙΑ ΕΡΓΑΤΩΝ ΚΑΙ ΤΑ ΑΙΤΗΜΑΤΑ ΤΟΥ: [403, 1110, 669, 1144]
- separator: [690, 962, 1091, 963]
- article-body: Ἡ ὑπηρεσία ἔδειξεν ζῆλον ὅπως τὸ ὑπουργεῖον τῶν Ἐσωτερικῶν τὸ ζήτημα τοῦτο καὶ ἀπεφάσισε τὴν ἀποστολὴν εἰς τὴν Βουλγαρίαν τοῦ κ. Καλαβίδη, ἵνα παρακολουθήσῃ τὴν ὑπόθεσιν ἐπὶ τόπου. Ὁ κ. Καλαβίδης ἀφοῦ διεκανόνισε τὰ τῆς ἐκδόσεως μετὰ τῶν Βουλγαρικῶν ἀρχῶν, θὰ ἐπιστρέψῃ ἐντὸς τῶν προσεχῶν ἡμερῶν.: [395, 596, 677, 712]
- article-body: Ἡ ὑπηρεσία ἔδειξεν ζῆλον ὅπως τὸ ὑπουργεῖον τῶν Ἐσωτερικῶν τὸ ζήτημα τοῦτο καὶ ἀπεφάσισε τὴν ἀποστολὴν εἰς τὴν Βουλγαρίαν τοῦ κ. Καλαβίδη, ἵνα παρακολουθήσῃ τὴν ὑπόθεσιν ἐπὶ τόπου. Ὁ κ. Καλαβίδης ἀφοῦ διεκανόνισε τὰ τῆς ἐκδόσεως μετὰ τῶν Βουλγαρικῶν ἀρχῶν, θὰ ἐπιστρέψῃ ἐντὸς τῶν προσεχῶν ἡμερῶν.: [395, 859, 677, 975]
- edition-prefix: 2α: [1257, 151, 1303, 184]
- headline-komitatzides: ΤΟ ΑΛΛΗΛΟΦΑΓΩΜΑ ΤΩΝ ΚΟΜΙΤΑΤΖΗΔΩΝ ΕΠΑΝΗΡΧΙΣΕ ΠΑΛΙΝ ΑΓΡΙΩΤΕΡΟΝ: [707, 1540, 1074, 1603]
- article-body: ΑΘΗΝΑΙ 28.— Ὁ Πρωθυπουργὸς ἀνακρίνων εἰς ἐπίσκεψιν τοῦ ὑπουργοῦ τῶν Οἰκονομικῶν ἐδήλωσεν ὅτι τὸ ζήτημα τῶν καλυμμάτων θὰ διακανονισθῇ ἐντὸς τῶν ἡμερῶν. Ἡ Κυβέρνησις δὲν προτίθεται νὰ θυσιάσῃ τὰ δικαιώματα τοῦ Κράτους, ἀλλὰ ταυτοχρόνως μεριμνᾷ διὰ τὸ κῦρος τῆς Ἐθνικῆς Τραπέζης, ἥτις ἀποτελεῖ στήριγμα τῆς ἐθνικῆς οἰκονομίας.: [684, 242, 1096, 330]
- article-body: ΚΩΝΣΤΑΝΤΙΝΟΥΠΟΛΙΣ 28 (Ἰδιαιτέρου).— Ὁ Τουρκικὸς τύπος ἀσχολούμενος μὲ τὴν ἐπικειμένην ἐπίσκεψιν τοῦ κ. Βενιζέλου εἰς Ἄγκυραν ἐκφράζει τὴν ἐλπίδα ὅτι θὰ ἐπιτευχθῇ ὁριστικὴ λύσις τῶν ἐκκρεμῶν ζητημάτων μεταξὺ τῶν δύο χωρῶν καὶ θὰ ἐγκαινιασθῇ νέα περίοδος φιλικῶν σχέσεων.: [1106, 1725, 1454, 1813]
- column-rule: [680, 140, 681, 2051]
- separator: [690, 796, 1091, 797]
- subhead-venizelos: ΤΙ ΕΙΠΕΝ Ο ΒΕΝΙΖΕΛΟΣ ΔΙΑ ΤΟΝ ΘΩΘΝΑΙΟΝ: [64, 1181, 363, 1221]
- headline-vlachoi: ΟΙΚΟΥΤΣΟΒΛΑΧΟΙ ΕΓΚΑΤΑΛΕΙΠΟΥΝ ΑΘΡΟΟΙ ΤΟ ΣΕΡΒΙΚΟΝ ΕΔΑΦΟΣ & ΜΕΤΑΝΑΣΤΕΥΟΥΝ: [48, 1730, 378, 1824]
